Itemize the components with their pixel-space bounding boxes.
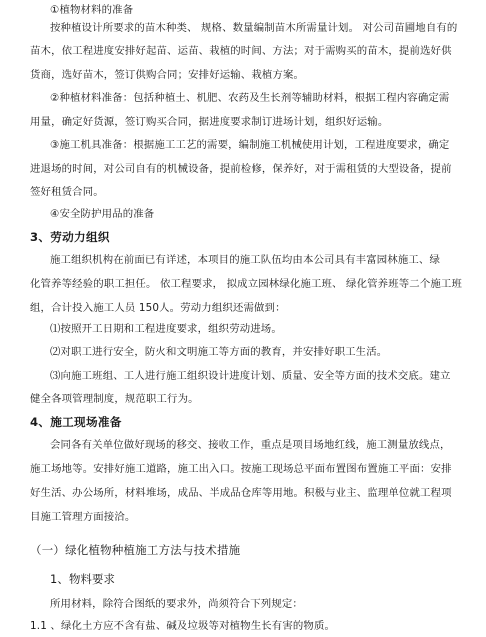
safety-equipment-heading: ④安全防护用品的准备 [50,208,155,220]
plant-material-heading: ①植物材料的准备 [50,4,134,16]
list-item: ⑶向施工班组、工人进行施工组织设计进度计划、质量、安全等方面的技术交底。建立 [50,370,451,382]
chapter-heading: （一）绿化植物种植施工方法与技术措施 [30,543,241,557]
paragraph-line: 施工场地等。安排好施工道路，施工出入口。按施工现场总平面布置图布置施工平面：安排 [30,463,452,475]
paragraph-line: 1.1 、绿化土方应不含有盐、碱及垃圾等对植物生长有害的物质。 [30,620,336,632]
list-item: ⑵对职工进行安全，防火和文明施工等方面的教育，并安排好职工生活。 [50,346,388,358]
paragraph-line: 健全各项管理制度，规范职工行为。 [30,393,199,405]
list-item: ⑴按照开工日期和工程进度要求，组织劳动进场。 [50,323,282,335]
paragraph-line: 会同各有关单位做好现场的移交、接收工作，重点是项目场地红线，施工测量放线点， [50,439,451,451]
paragraph-line: ③施工机具准备：根据施工工艺的需要，编制施工机械使用计划，工程进度要求，确定 [50,139,450,151]
subsection-heading: 1、物料要求 [50,572,116,586]
paragraph-line: 好生活、办公场所，材料堆场，成品、半成品仓库等用地。积极与业主、监理单位就工程项 [30,487,452,499]
paragraph-line: 按种植设计所要求的苗木种类、 规格、数量编制苗木所需量计划。 对公司苗圃地自有的 [50,22,458,34]
paragraph-line: 进退场的时间，对公司自有的机械设备，提前检修，保养好，对于需租赁的大型设备，提前 [30,163,452,175]
paragraph-line: 目施工管理方面接洽。 [30,511,136,523]
paragraph-line: 货商，选好苗木，签订供购合同；安排好运输、栽植方案。 [30,69,305,81]
paragraph-line: 苗木，依工程进度安排好起苗、运苗、栽植的时间、方法；对于需购买的苗木，提前选好供 [30,45,452,57]
paragraph-line: 签好租赁合同。 [30,186,104,198]
section-heading-site: 4、施工现场准备 [30,415,122,429]
paragraph-line: 组，合计投入施工人员 150人。劳动力组织还需做到： [30,302,286,314]
section-heading-labor: 3、劳动力组织 [30,230,110,244]
paragraph-line: ②种植材料准备：包括种植土、机肥、农药及生长剂等辅助材料，根据工程内容确定需 [50,92,450,104]
paragraph-line: 施工组织机构在前面已有详述，本项目的施工队伍均由本公司具有丰富园林施工、绿 [50,254,440,266]
paragraph-line: 所用材料，除符合图纸的要求外，尚须符合下列规定： [50,598,303,610]
paragraph-line: 用量，确定好货源，签订购买合同，据进度要求制订进场计划，组织好运输。 [30,116,389,128]
paragraph-line: 化管养等经验的职工担任。 依工程要求， 拟成立园林绿化施工班、 绿化管养班等二个施工班 [30,278,462,290]
